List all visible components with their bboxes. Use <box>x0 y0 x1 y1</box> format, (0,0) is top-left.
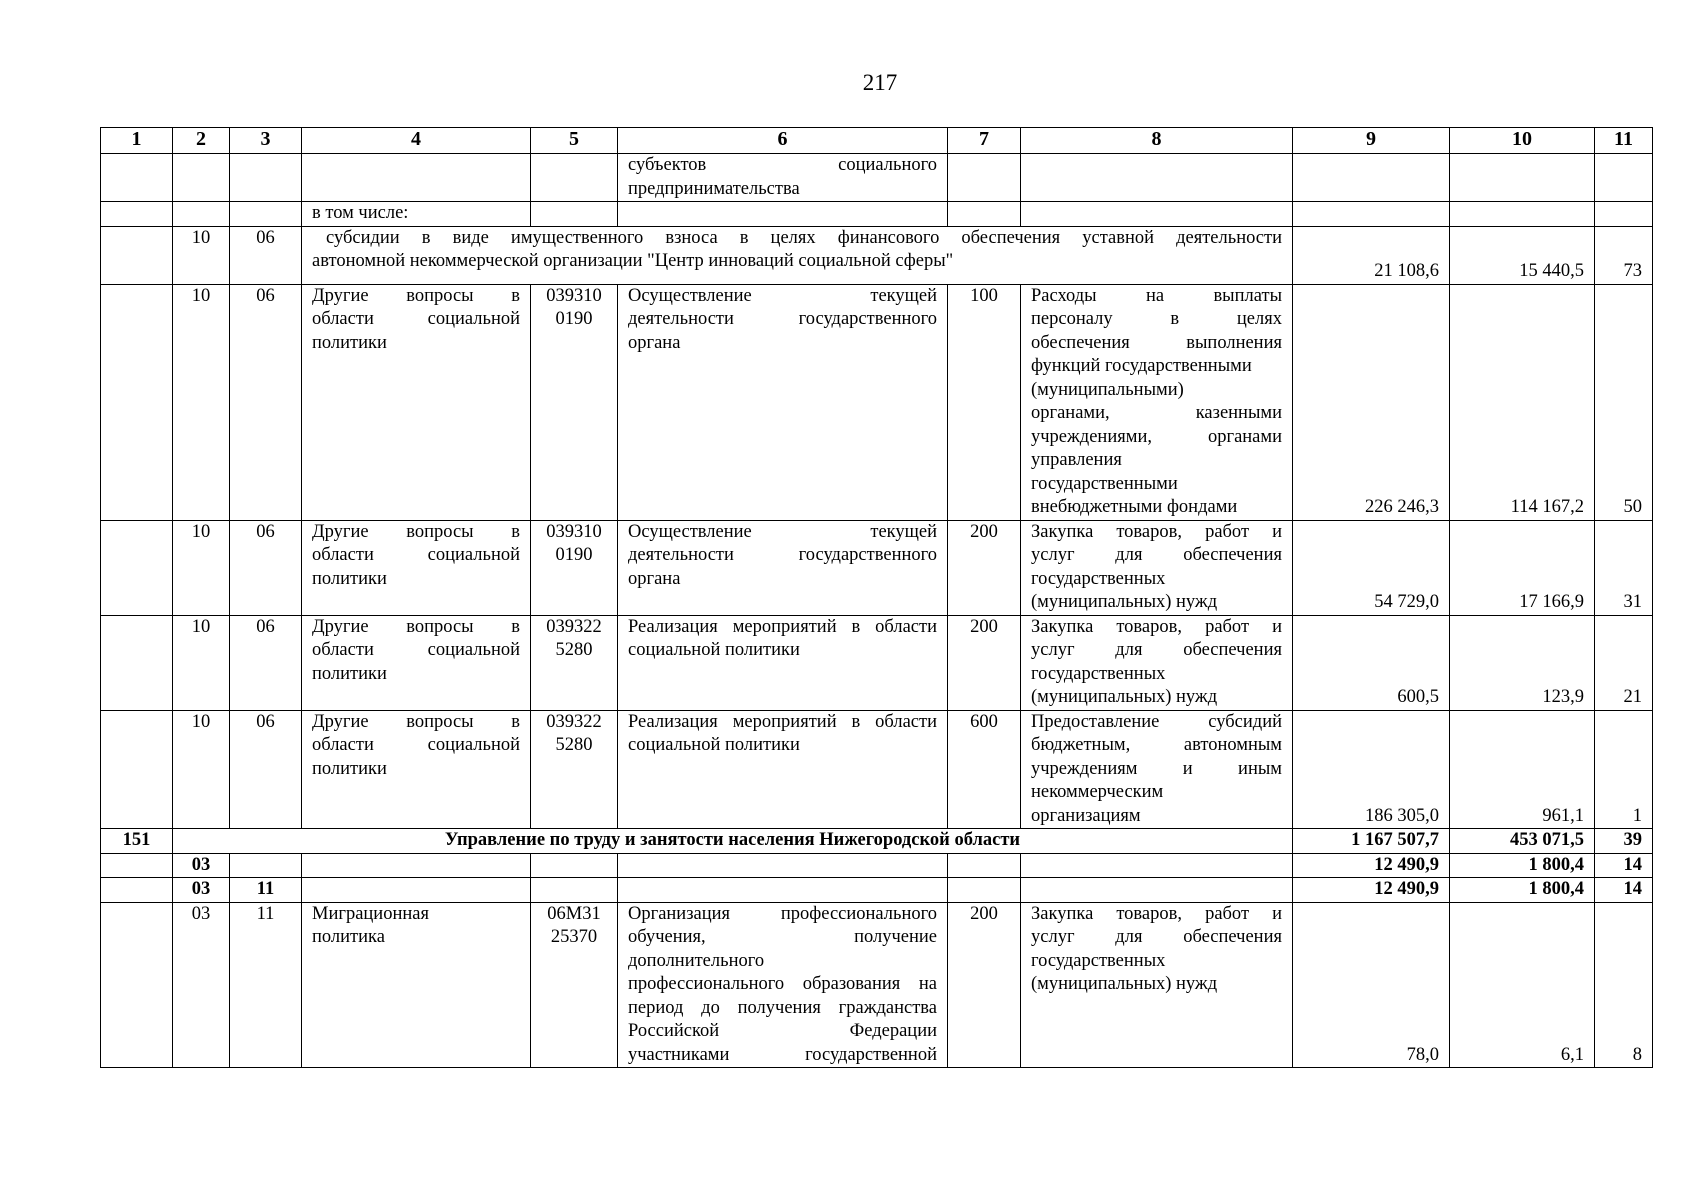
table-row <box>101 520 1653 615</box>
subsidy-description: субсидии в виде имущественного взноса в целях финансового обеспечения уставной деятельности автономной некоммерческой организации "Центр инноваций социальной сферы" <box>302 226 1293 284</box>
amount-actual: 1 800,4 <box>1450 853 1595 878</box>
section-code: 03 <box>173 902 230 1068</box>
percent-done: 1 <box>1595 710 1653 829</box>
expense-type-name: Предоставление субсидий бюджетным, автономным учреждениям и иным некоммерческим организациям <box>1021 710 1293 829</box>
header-cell: 10 <box>1450 128 1595 154</box>
target-article-code: 039322 5280 <box>531 710 618 829</box>
subsection-code: 06 <box>230 710 302 829</box>
percent-done: 73 <box>1595 226 1653 284</box>
budget-table <box>100 127 1653 1068</box>
section-name: Другие вопросы в области социальной политики <box>302 710 531 829</box>
amount-actual: 1 800,4 <box>1450 878 1595 903</box>
expense-type-code: 200 <box>948 902 1021 1068</box>
percent-done: 14 <box>1595 878 1653 903</box>
amount-actual: 453 071,5 <box>1450 829 1595 854</box>
amount-actual: 17 166,9 <box>1450 520 1595 615</box>
target-article-code: 039310 0190 <box>531 284 618 520</box>
activity-cell: Реализация мероприятий в области социальной политики <box>618 710 948 829</box>
target-article-code: 06М31 25370 <box>531 902 618 1068</box>
expense-type-code: 200 <box>948 615 1021 710</box>
amount-plan: 12 490,9 <box>1293 853 1450 878</box>
amount-plan: 600,5 <box>1293 615 1450 710</box>
including-label: в том числе: <box>302 202 531 227</box>
target-article-code: 039322 5280 <box>531 615 618 710</box>
amount-plan: 1 167 507,7 <box>1293 829 1450 854</box>
header-cell: 5 <box>531 128 618 154</box>
table-row <box>101 226 1653 284</box>
header-cell: 1 <box>101 128 173 154</box>
percent-done: 14 <box>1595 853 1653 878</box>
header-cell: 2 <box>173 128 230 154</box>
amount-actual: 114 167,2 <box>1450 284 1595 520</box>
agency-code: 151 <box>101 829 173 854</box>
section-code: 10 <box>173 284 230 520</box>
section-name: Другие вопросы в области социальной политики <box>302 615 531 710</box>
amount-plan: 78,0 <box>1293 902 1450 1068</box>
table-row <box>101 710 1653 829</box>
header-cell: 4 <box>302 128 531 154</box>
column-number-header <box>101 128 1653 154</box>
expense-type-code: 200 <box>948 520 1021 615</box>
section-name: Другие вопросы в области социальной политики <box>302 284 531 520</box>
agency-total-row <box>101 829 1653 854</box>
header-cell: 3 <box>230 128 302 154</box>
section-code: 10 <box>173 615 230 710</box>
subsection-code: 11 <box>230 902 302 1068</box>
table-row <box>101 902 1653 1068</box>
amount-actual: 961,1 <box>1450 710 1595 829</box>
agency-name: Управление по труду и занятости населения Нижегородской области <box>173 829 1293 854</box>
percent-done: 39 <box>1595 829 1653 854</box>
expense-type-code: 100 <box>948 284 1021 520</box>
amount-actual: 15 440,5 <box>1450 226 1595 284</box>
expense-type-name: Закупка товаров, работ и услуг для обеспечения государственных (муниципальных) нужд <box>1021 902 1293 1068</box>
amount-plan: 54 729,0 <box>1293 520 1450 615</box>
table-row <box>101 615 1653 710</box>
header-cell: 6 <box>618 128 948 154</box>
table-row <box>101 154 1653 202</box>
amount-plan: 12 490,9 <box>1293 878 1450 903</box>
amount-plan: 186 305,0 <box>1293 710 1450 829</box>
table-row <box>101 284 1653 520</box>
amount-plan: 226 246,3 <box>1293 284 1450 520</box>
section-code: 10 <box>173 520 230 615</box>
percent-done: 31 <box>1595 520 1653 615</box>
section-total-row <box>101 853 1653 878</box>
expense-type-name: Расходы на выплаты персоналу в целях обеспечения выполнения функций государственными (муниципальными) органами, казенными учреждениями, органами управления государственными внебюджетными фондами <box>1021 284 1293 520</box>
target-article-code: 039310 0190 <box>531 520 618 615</box>
table-row <box>101 202 1653 227</box>
percent-done: 8 <box>1595 902 1653 1068</box>
subsection-code: 06 <box>230 520 302 615</box>
section-code: 10 <box>173 710 230 829</box>
subsection-code: 06 <box>230 284 302 520</box>
expense-type-name: Закупка товаров, работ и услуг для обеспечения государственных (муниципальных) нужд <box>1021 615 1293 710</box>
activity-cell: Реализация мероприятий в области социальной политики <box>618 615 948 710</box>
subsection-code: 11 <box>230 878 302 903</box>
header-cell: 11 <box>1595 128 1653 154</box>
percent-done: 21 <box>1595 615 1653 710</box>
expense-type-name: Закупка товаров, работ и услуг для обеспечения государственных (муниципальных) нужд <box>1021 520 1293 615</box>
section-code: 03 <box>173 878 230 903</box>
amount-plan: 21 108,6 <box>1293 226 1450 284</box>
activity-cell: Организация профессионального обучения, получение дополнительного профессионального образования на период до получения гражданства Российской Федерации участниками государственной <box>618 902 948 1068</box>
amount-actual: 6,1 <box>1450 902 1595 1068</box>
page-number: 217 <box>862 70 898 95</box>
subsection-code: 06 <box>230 226 302 284</box>
section-name: Другие вопросы в области социальной политики <box>302 520 531 615</box>
header-cell: 9 <box>1293 128 1450 154</box>
percent-done: 50 <box>1595 284 1653 520</box>
subsection-code: 06 <box>230 615 302 710</box>
amount-actual: 123,9 <box>1450 615 1595 710</box>
header-cell: 7 <box>948 128 1021 154</box>
expense-type-code: 600 <box>948 710 1021 829</box>
subsection-total-row <box>101 878 1653 903</box>
section-code: 10 <box>173 226 230 284</box>
section-name: Миграционная политика <box>302 902 531 1068</box>
activity-cell: Осуществление текущей деятельности государственного органа <box>618 520 948 615</box>
activity-cell: Осуществление текущей деятельности государственного органа <box>618 284 948 520</box>
header-cell: 8 <box>1021 128 1293 154</box>
section-code: 03 <box>173 853 230 878</box>
activity-cell: субъектов социального предпринимательства <box>618 154 948 202</box>
